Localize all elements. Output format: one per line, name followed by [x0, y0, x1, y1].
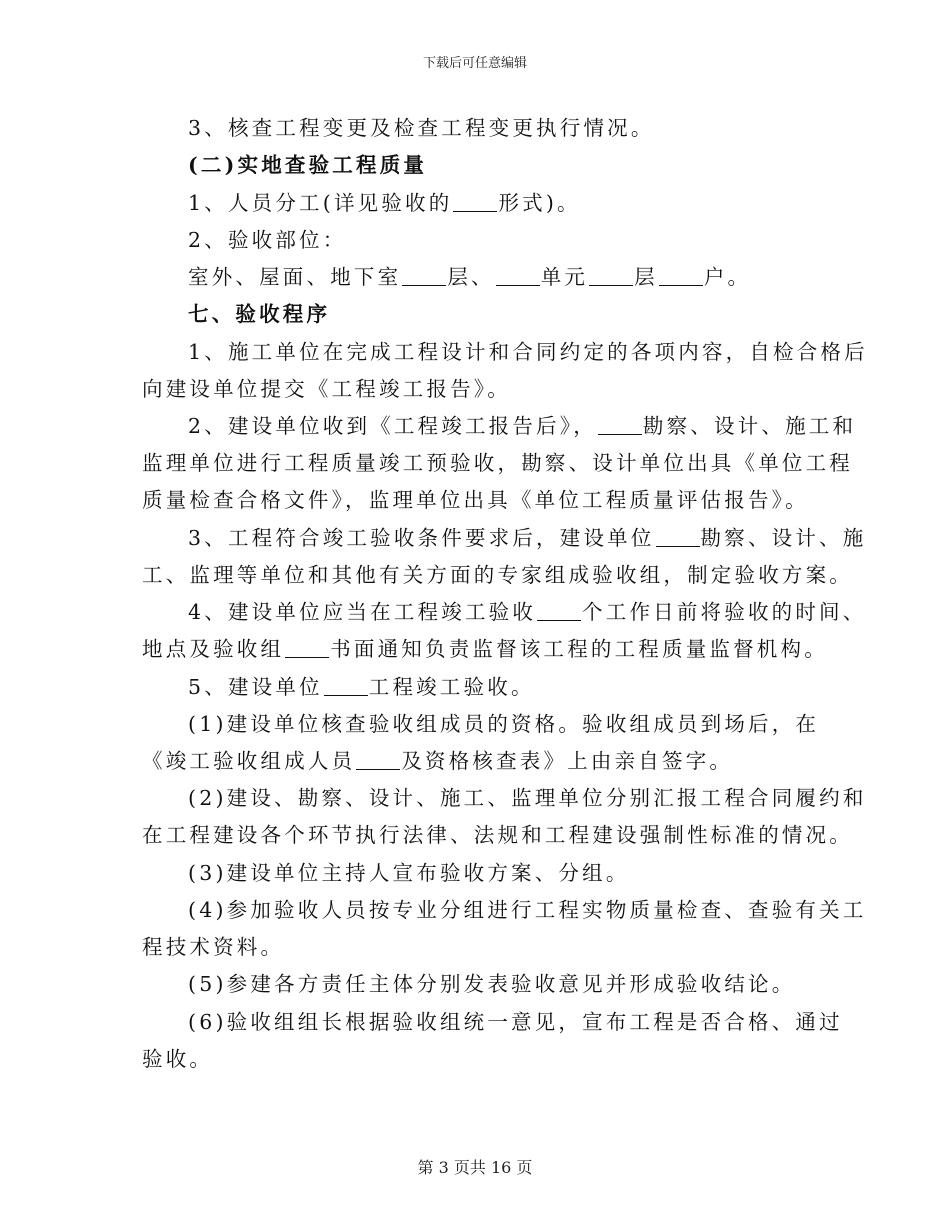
text-segment: 3、核查工程变更及检查工程变更执行情况。 — [188, 116, 655, 140]
text-line — [142, 1045, 213, 1073]
text-segment: 验收。 — [142, 1047, 214, 1071]
text-segment: (二)实地查验工程质量 — [188, 153, 428, 177]
text-segment: 单元 — [540, 265, 589, 289]
text-line — [188, 338, 868, 366]
text-segment: 2、验收部位： — [188, 228, 347, 252]
text-segment: (1)建设单位核查验收组成员的资格。验收组成员到场后，在 — [188, 712, 820, 736]
fill-in-blank — [453, 193, 497, 212]
text-line — [188, 114, 655, 142]
text-line — [142, 933, 284, 961]
text-line — [142, 635, 828, 663]
text-line — [142, 561, 853, 589]
text-line — [188, 300, 330, 328]
text-segment: (5)参建各方责任主体分别发表验收意见并形成验收结论。 — [188, 972, 796, 996]
text-line — [188, 412, 856, 440]
text-segment: 程技术资料。 — [142, 935, 285, 959]
fill-in-blank — [659, 267, 703, 286]
text-line — [188, 710, 819, 738]
fill-in-blank — [656, 528, 700, 547]
text-segment: 七、验收程序 — [188, 302, 331, 326]
text-segment: 监理单位进行工程质量竣工预验收，勘察、设计单位出具《单位工程 — [142, 451, 853, 475]
text-line — [142, 486, 809, 514]
text-segment: 勘察、设计、施 — [700, 526, 867, 550]
text-segment: 质量检查合格文件》，监理单位出具《单位工程质量评估报告》。 — [142, 488, 809, 512]
text-line — [188, 1008, 843, 1036]
fill-in-blank — [589, 267, 633, 286]
text-line — [142, 449, 853, 477]
text-line — [188, 151, 427, 179]
text-segment: (2)建设、勘察、设计、施工、监理单位分别汇报工程合同履约和 — [188, 786, 867, 810]
text-segment: 4、建设单位应当在工程竣工验收 — [188, 600, 537, 624]
text-line — [142, 375, 511, 403]
page-header: 下载后可任意编辑 — [422, 56, 527, 71]
text-line — [188, 598, 866, 626]
text-segment: 向建设单位提交《工程竣工报告》。 — [142, 377, 511, 401]
text-segment: 书面通知负责监督该工程的工程质量监督机构。 — [330, 637, 828, 661]
text-segment: 1、人员分工(详见验收的 — [188, 191, 453, 215]
fill-in-blank — [598, 416, 642, 435]
text-segment: 层、 — [447, 265, 495, 289]
text-segment: 《竣工验收组成人员 — [142, 749, 356, 773]
text-line — [188, 970, 795, 998]
text-segment: 层 — [634, 265, 658, 289]
text-segment: 1、施工单位在完成工程设计和合同约定的各项内容，自检合格后 — [188, 340, 868, 364]
fill-in-blank — [496, 267, 540, 286]
text-segment: (6)验收组组长根据验收组统一意见，宣布工程是否合格、通过 — [188, 1010, 843, 1034]
fill-in-blank — [402, 267, 446, 286]
text-segment: (3)建设单位主持人宣布验收方案、分组。 — [188, 861, 630, 885]
text-line — [188, 263, 751, 291]
text-line — [188, 673, 535, 701]
text-segment: 工、监理等单位和其他有关方面的专家组成验收组，制定验收方案。 — [142, 563, 853, 587]
text-segment: 个工作日前将验收的时间、 — [582, 600, 867, 624]
text-line — [188, 896, 867, 924]
text-segment: 形式)。 — [498, 191, 581, 215]
fill-in-blank — [537, 602, 581, 621]
text-segment: 工程竣工验收。 — [368, 675, 535, 699]
text-segment: 勘察、设计、施工和 — [642, 414, 857, 438]
text-line — [142, 821, 853, 849]
text-segment: 户。 — [703, 265, 752, 289]
fill-in-blank — [356, 751, 400, 770]
text-line — [188, 524, 866, 552]
text-line — [188, 859, 630, 887]
text-line — [188, 784, 867, 812]
text-segment: 及资格核查表》上由亲自签字。 — [401, 749, 734, 773]
fill-in-blank — [324, 677, 368, 696]
text-line — [188, 226, 346, 254]
text-segment: 地点及验收组 — [142, 637, 285, 661]
page-number: 第 3 页共 16 页 — [417, 1158, 533, 1177]
text-line — [188, 189, 581, 217]
fill-in-blank — [285, 639, 329, 658]
text-segment: 在工程建设各个环节执行法律、法规和工程建设强制性标准的情况。 — [142, 823, 853, 847]
text-segment: 2、建设单位收到《工程竣工报告后》， — [188, 414, 597, 438]
text-segment: 5、建设单位 — [188, 675, 323, 699]
text-segment: 3、工程符合竣工验收条件要求后，建设单位 — [188, 526, 655, 550]
text-segment: (4)参加验收人员按专业分组进行工程实物质量检查、查验有关工 — [188, 898, 867, 922]
text-line — [142, 747, 733, 775]
text-segment: 室外、屋面、地下室 — [188, 265, 402, 289]
